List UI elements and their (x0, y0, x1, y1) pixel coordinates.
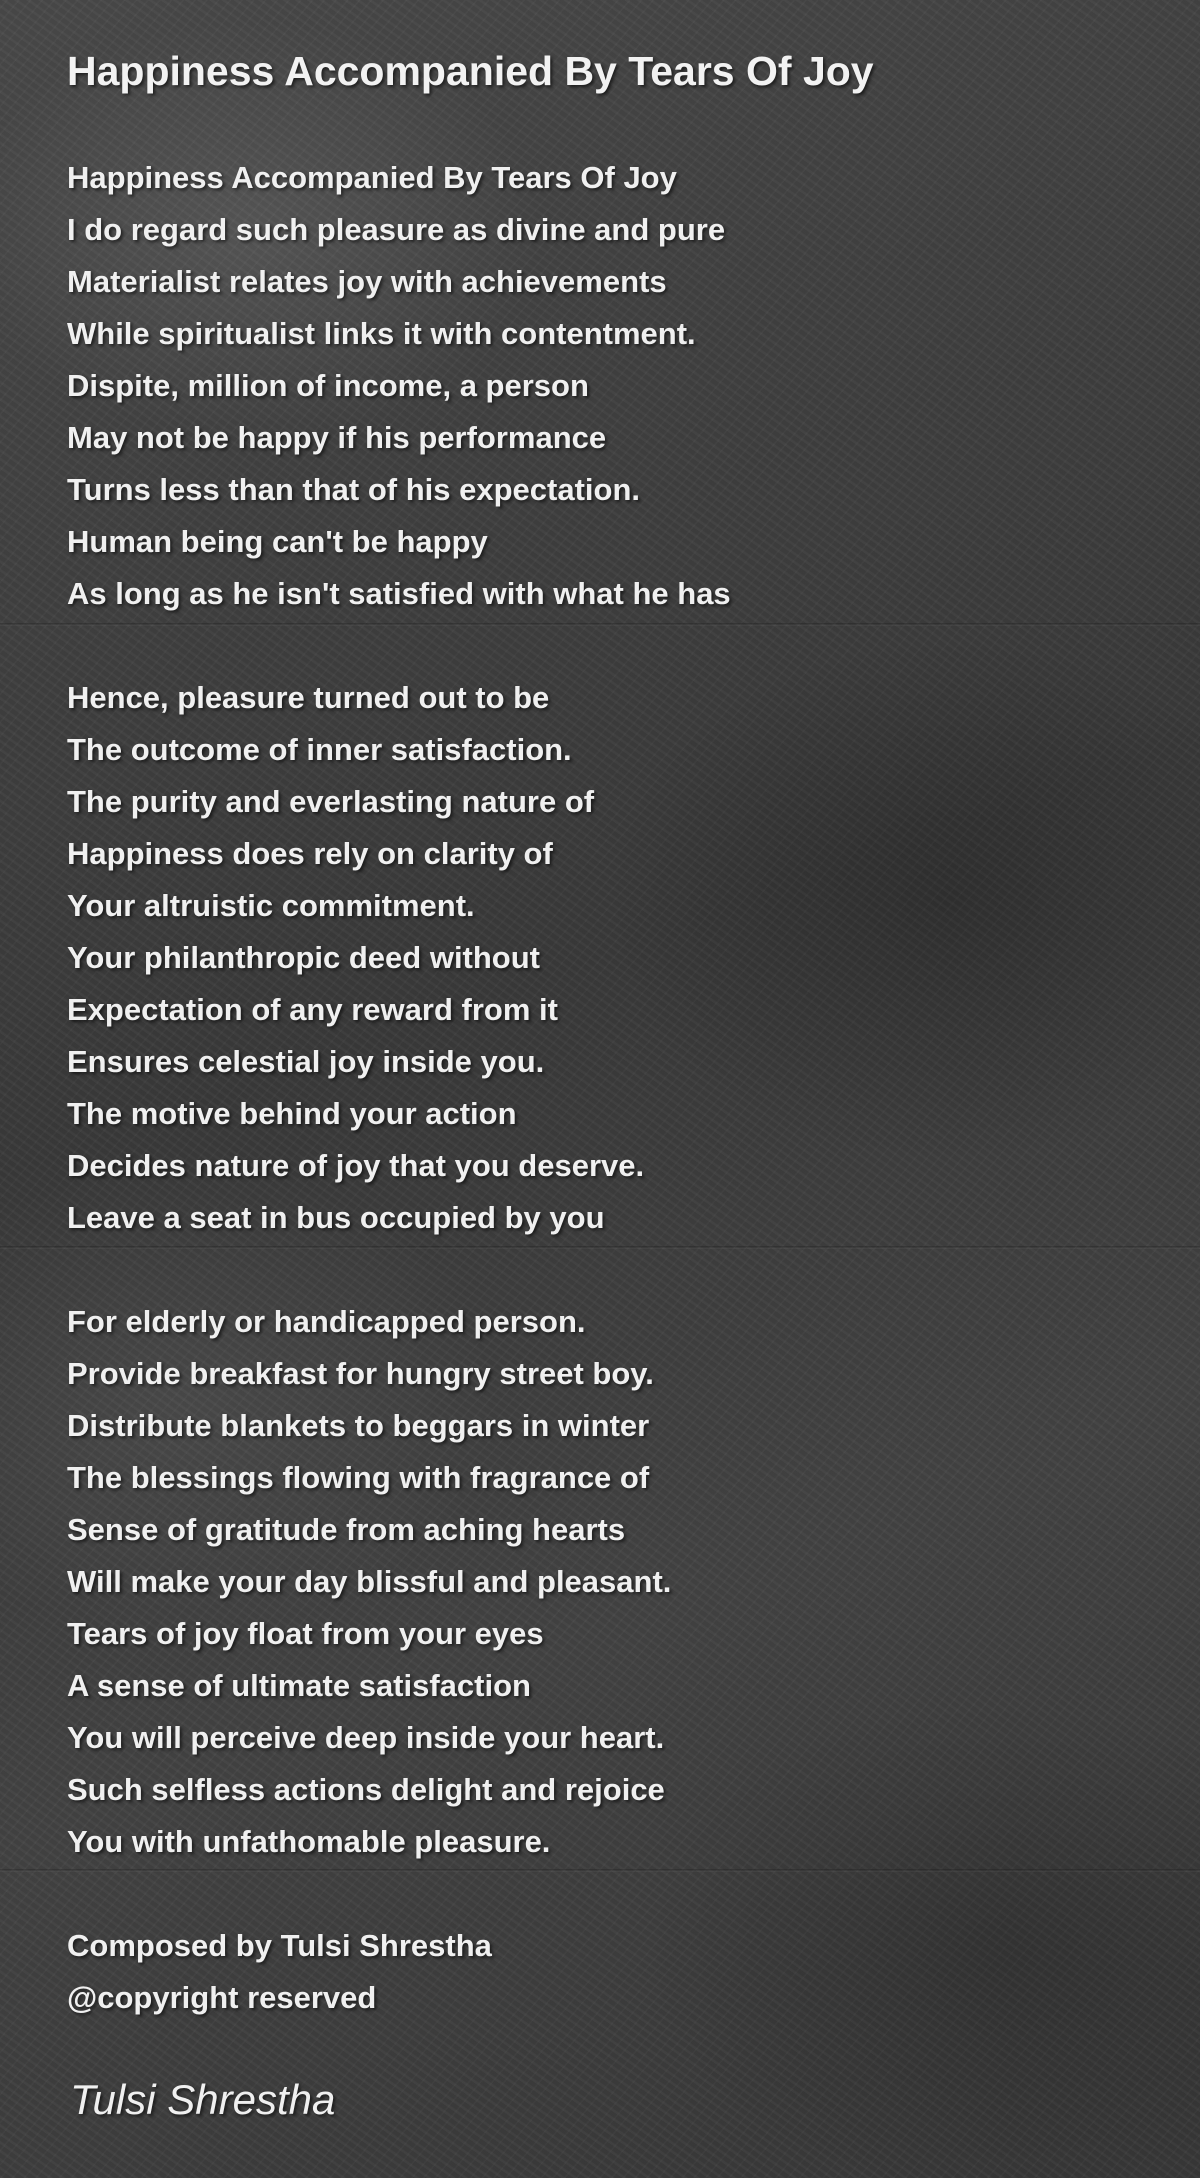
author-signature: Tulsi Shrestha (70, 2076, 336, 2123)
stanza-credits (67, 1920, 1167, 2024)
poem-line: Happiness Accompanied By Tears Of Joy (67, 160, 677, 195)
poem-line: As long as he isn't satisfied with what he has (67, 576, 731, 611)
poem-line: Materialist relates joy with achievements (67, 264, 667, 299)
poem-line: Decides nature of joy that you deserve. (67, 1148, 645, 1183)
poem-line: Expectation of any reward from it (67, 992, 558, 1027)
poem-line: Dispite, million of income, a person (67, 368, 589, 403)
poem-line: Happiness does rely on clarity of (67, 836, 553, 871)
poem-line: Leave a seat in bus occupied by you (67, 1200, 605, 1235)
poem-line: You with unfathomable pleasure. (67, 1824, 551, 1859)
poem-line: The motive behind your action (67, 1096, 517, 1131)
poem-body (67, 152, 1167, 2024)
poem-line: Sense of gratitude from aching hearts (67, 1512, 626, 1547)
poem-line: The outcome of inner satisfaction. (67, 732, 572, 767)
poem-line: Hence, pleasure turned out to be (67, 680, 550, 715)
poem-line: May not be happy if his performance (67, 420, 607, 455)
poem-line: Ensures celestial joy inside you. (67, 1044, 545, 1079)
stanza-break (67, 1244, 1167, 1296)
poem-line: Will make your day blissful and pleasant. (67, 1564, 672, 1599)
poem-line: Your philanthropic deed without (67, 940, 541, 975)
stanza-break (67, 620, 1167, 672)
poem-line: Such selfless actions delight and rejoice (67, 1772, 665, 1807)
stanza-1 (67, 152, 1167, 620)
poem-line: You will perceive deep inside your heart. (67, 1720, 665, 1755)
poem-line: Human being can't be happy (67, 524, 488, 559)
poem-line: Your altruistic commitment. (67, 888, 475, 923)
poem-line: Provide breakfast for hungry street boy. (67, 1356, 654, 1391)
poem-line: For elderly or handicapped person. (67, 1304, 586, 1339)
stanza-break (67, 1868, 1167, 1920)
poem-line: Turns less than that of his expectation. (67, 472, 641, 507)
poem-line: While spiritualist links it with contentment. (67, 316, 696, 351)
poem-line: Composed by Tulsi Shrestha (67, 1928, 492, 1963)
poem-line: @copyright reserved (67, 1980, 377, 2015)
stanza-2 (67, 672, 1167, 1244)
poem-line: I do regard such pleasure as divine and pure (67, 212, 726, 247)
stanza-3 (67, 1296, 1167, 1868)
poem-line: The blessings flowing with fragrance of (67, 1460, 650, 1495)
poem-title: Happiness Accompanied By Tears Of Joy (67, 48, 874, 94)
poem-line: Tears of joy float from your eyes (67, 1616, 544, 1651)
poem-line: The purity and everlasting nature of (67, 784, 595, 819)
poem-line: A sense of ultimate satisfaction (67, 1668, 531, 1703)
poem-line: Distribute blankets to beggars in winter (67, 1408, 650, 1443)
